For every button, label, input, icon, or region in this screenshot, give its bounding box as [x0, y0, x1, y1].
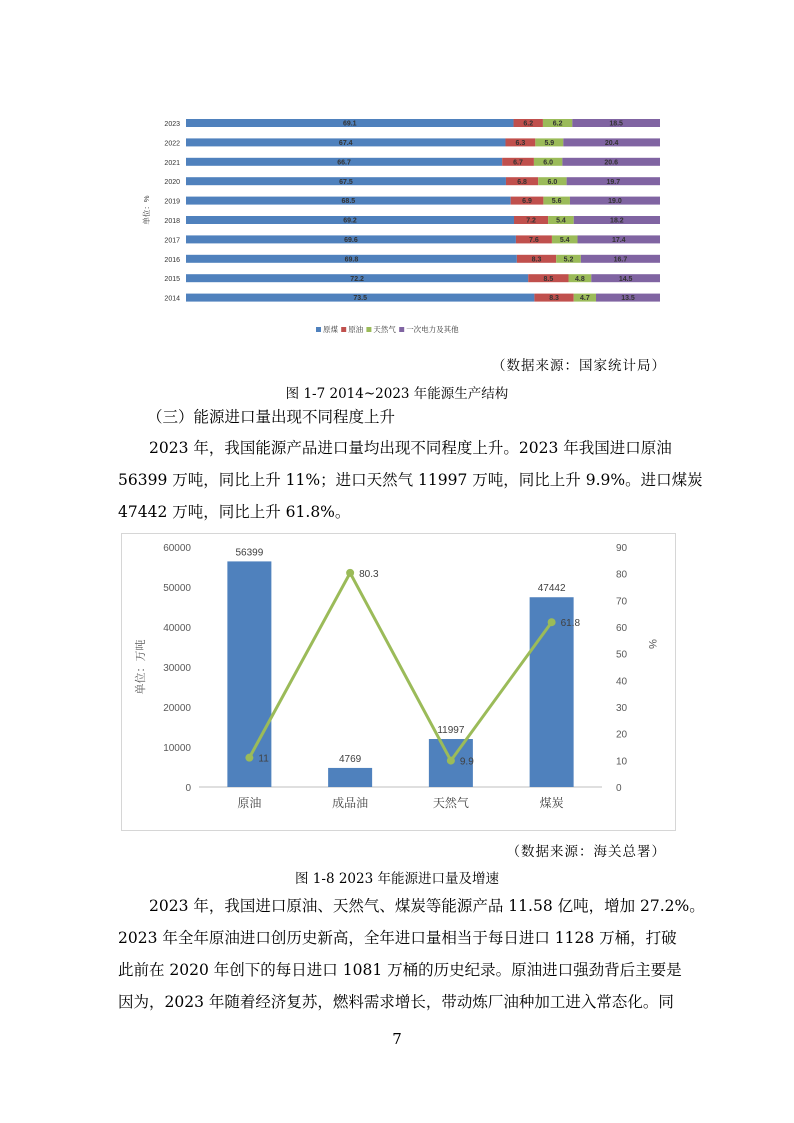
data-label: 73.5: [353, 295, 368, 303]
y-tick-label: 10000: [163, 743, 191, 754]
y-tick-label: 30000: [163, 663, 191, 674]
line-point: [346, 569, 354, 577]
page-number: 7: [392, 1030, 402, 1048]
data-label: 20.4: [604, 140, 619, 147]
data-label: 17.4: [611, 237, 626, 244]
legend-swatch: [399, 327, 404, 332]
data-label: 8.5: [543, 275, 554, 283]
y2-tick-label: 10: [616, 756, 628, 768]
x-tick-label: 煤炭: [539, 796, 564, 810]
source-note-2: （数据来源：海关总署）: [506, 844, 666, 860]
data-label: 19.0: [608, 198, 622, 206]
y2-tick-label: 0: [616, 783, 622, 794]
data-label: 8.3: [549, 295, 559, 303]
data-label: 18.5: [609, 120, 623, 128]
data-label: 66.7: [337, 159, 351, 167]
data-label: 5.4: [556, 217, 566, 225]
bar: [328, 768, 372, 787]
data-label: 4.8: [575, 275, 585, 283]
year-tick-label: 2021: [164, 159, 180, 167]
data-label: 5.9: [544, 140, 555, 147]
year-tick-label: 2017: [164, 237, 180, 245]
data-label: 6.2: [523, 120, 534, 128]
bar-data-label: 4769: [339, 753, 362, 765]
y-tick-label: 50000: [163, 583, 191, 594]
line-point: [245, 754, 253, 762]
data-label: 18.2: [610, 217, 624, 225]
line-data-label: 11: [258, 753, 269, 765]
legend-swatch: [341, 327, 346, 332]
legend-swatch: [316, 327, 321, 332]
para2-line: 2023 年，我国进口原油、天然气、煤炭等能源产品 11.58 亿吨，增加 27.2%。: [149, 897, 705, 915]
data-label: 6.8: [517, 178, 527, 186]
year-tick-label: 2022: [164, 140, 180, 148]
section-heading: （三）能源进口量出现不同程度上升: [147, 408, 396, 426]
data-label: 6.7: [513, 159, 523, 167]
figure-caption-1-8: 图 1-8 2023 年能源进口量及增速: [295, 871, 499, 887]
x-tick-label: 天然气: [432, 796, 469, 810]
year-tick-label: 2014: [164, 295, 180, 303]
bar-data-label: 47442: [537, 583, 566, 595]
line-point: [447, 757, 455, 765]
bar-data-label: 11997: [437, 725, 465, 737]
data-label: 16.7: [613, 256, 628, 264]
y2-tick-label: 40: [616, 676, 628, 688]
data-label: 6.0: [543, 159, 554, 167]
y2-axis-label: %: [646, 639, 658, 649]
data-label: 72.2: [350, 275, 364, 283]
year-tick-label: 2019: [164, 198, 180, 206]
y2-tick-label: 90: [616, 543, 628, 554]
para2-line: 2023 年全年原油进口创历史新高，全年进口量相当于每日进口 1128 万桶，打破: [118, 929, 677, 947]
data-label: 20.6: [604, 159, 618, 167]
legend-entry: 原煤: [323, 325, 338, 334]
data-label: 14.5: [618, 275, 633, 283]
legend-entry: 天然气: [373, 325, 396, 334]
para1-line: 2023 年，我国能源产品进口量均出现不同程度上升。2023 年我国进口原油: [149, 439, 672, 457]
line-data-label: 61.8: [560, 618, 581, 630]
data-label: 5.2: [563, 256, 574, 264]
data-label: 6.2: [552, 120, 563, 128]
data-label: 67.4: [338, 140, 353, 147]
data-label: 69.6: [344, 237, 358, 244]
data-label: 19.7: [606, 178, 621, 186]
y2-tick-label: 20: [616, 729, 628, 741]
legend-entry: 原油: [348, 325, 364, 334]
para1-line: 56399 万吨，同比上升 11%；进口天然气 11997 万吨，同比上升 9.9%。进口煤炭: [118, 471, 703, 489]
legend-entry: 一次电力及其他: [406, 325, 459, 334]
year-tick-label: 2020: [164, 179, 180, 187]
y-tick-label: 0: [185, 783, 191, 794]
line-point: [548, 618, 556, 626]
para2-line: 因为，2023 年随着经济复苏，燃料需求增长，带动炼厂油种加工进入常态化。同: [118, 993, 674, 1011]
paragraph-2: [118, 890, 705, 1018]
data-label: 6.3: [515, 140, 526, 147]
bar-data-label: 56399: [235, 547, 264, 559]
year-tick-label: 2016: [164, 256, 180, 264]
source-note-1: （数据来源：国家统计局）: [492, 358, 666, 374]
data-label: 68.5: [341, 198, 356, 206]
energy-production-structure-chart: [120, 100, 680, 350]
year-tick-label: 2018: [164, 218, 180, 225]
data-label: 8.3: [531, 256, 542, 264]
x-tick-label: 成品油: [332, 796, 369, 810]
para2-line: 此前在 2020 年创下的每日进口 1081 万桶的历史纪录。原油进口强劲背后主要是: [118, 961, 682, 979]
figure-caption-1-7: 图 1-7 2014~2023 年能源生产结构: [285, 386, 509, 402]
year-tick-label: 2023: [164, 121, 180, 128]
data-label: 69.1: [342, 120, 357, 128]
data-label: 6.9: [522, 198, 532, 206]
data-label: 6.0: [547, 178, 558, 186]
data-label: 7.6: [529, 237, 539, 244]
data-label: 69.2: [343, 217, 357, 225]
data-label: 69.8: [344, 256, 359, 264]
y-tick-label: 60000: [163, 543, 191, 554]
data-label: 7.2: [526, 217, 536, 225]
data-label: 5.4: [559, 237, 570, 244]
y2-tick-label: 70: [616, 596, 628, 608]
line-data-label: 80.3: [359, 568, 379, 580]
data-label: 4.7: [580, 295, 590, 303]
y-axis-label: 单位：万吨: [135, 639, 147, 695]
y2-tick-label: 80: [616, 569, 628, 581]
para1-line: 47442 万吨，同比上升 61.8%。: [118, 503, 351, 521]
growth-line: [249, 573, 551, 761]
x-tick-label: 原油: [237, 796, 262, 810]
year-tick-label: 2015: [164, 276, 180, 284]
data-label: 5.6: [551, 198, 562, 206]
line-data-label: 9.9: [459, 756, 474, 768]
y-tick-label: 40000: [163, 623, 191, 634]
y-axis-label: 单位：%: [142, 195, 151, 225]
y-tick-label: 20000: [163, 703, 191, 714]
paragraph-1: [118, 432, 703, 528]
data-label: 67.5: [339, 178, 353, 186]
y2-tick-label: 50: [616, 649, 628, 661]
energy-import-chart: [121, 533, 676, 831]
y2-tick-label: 30: [616, 703, 628, 714]
legend-swatch: [366, 327, 371, 332]
y2-tick-label: 60: [616, 623, 628, 634]
data-label: 13.5: [621, 295, 635, 303]
